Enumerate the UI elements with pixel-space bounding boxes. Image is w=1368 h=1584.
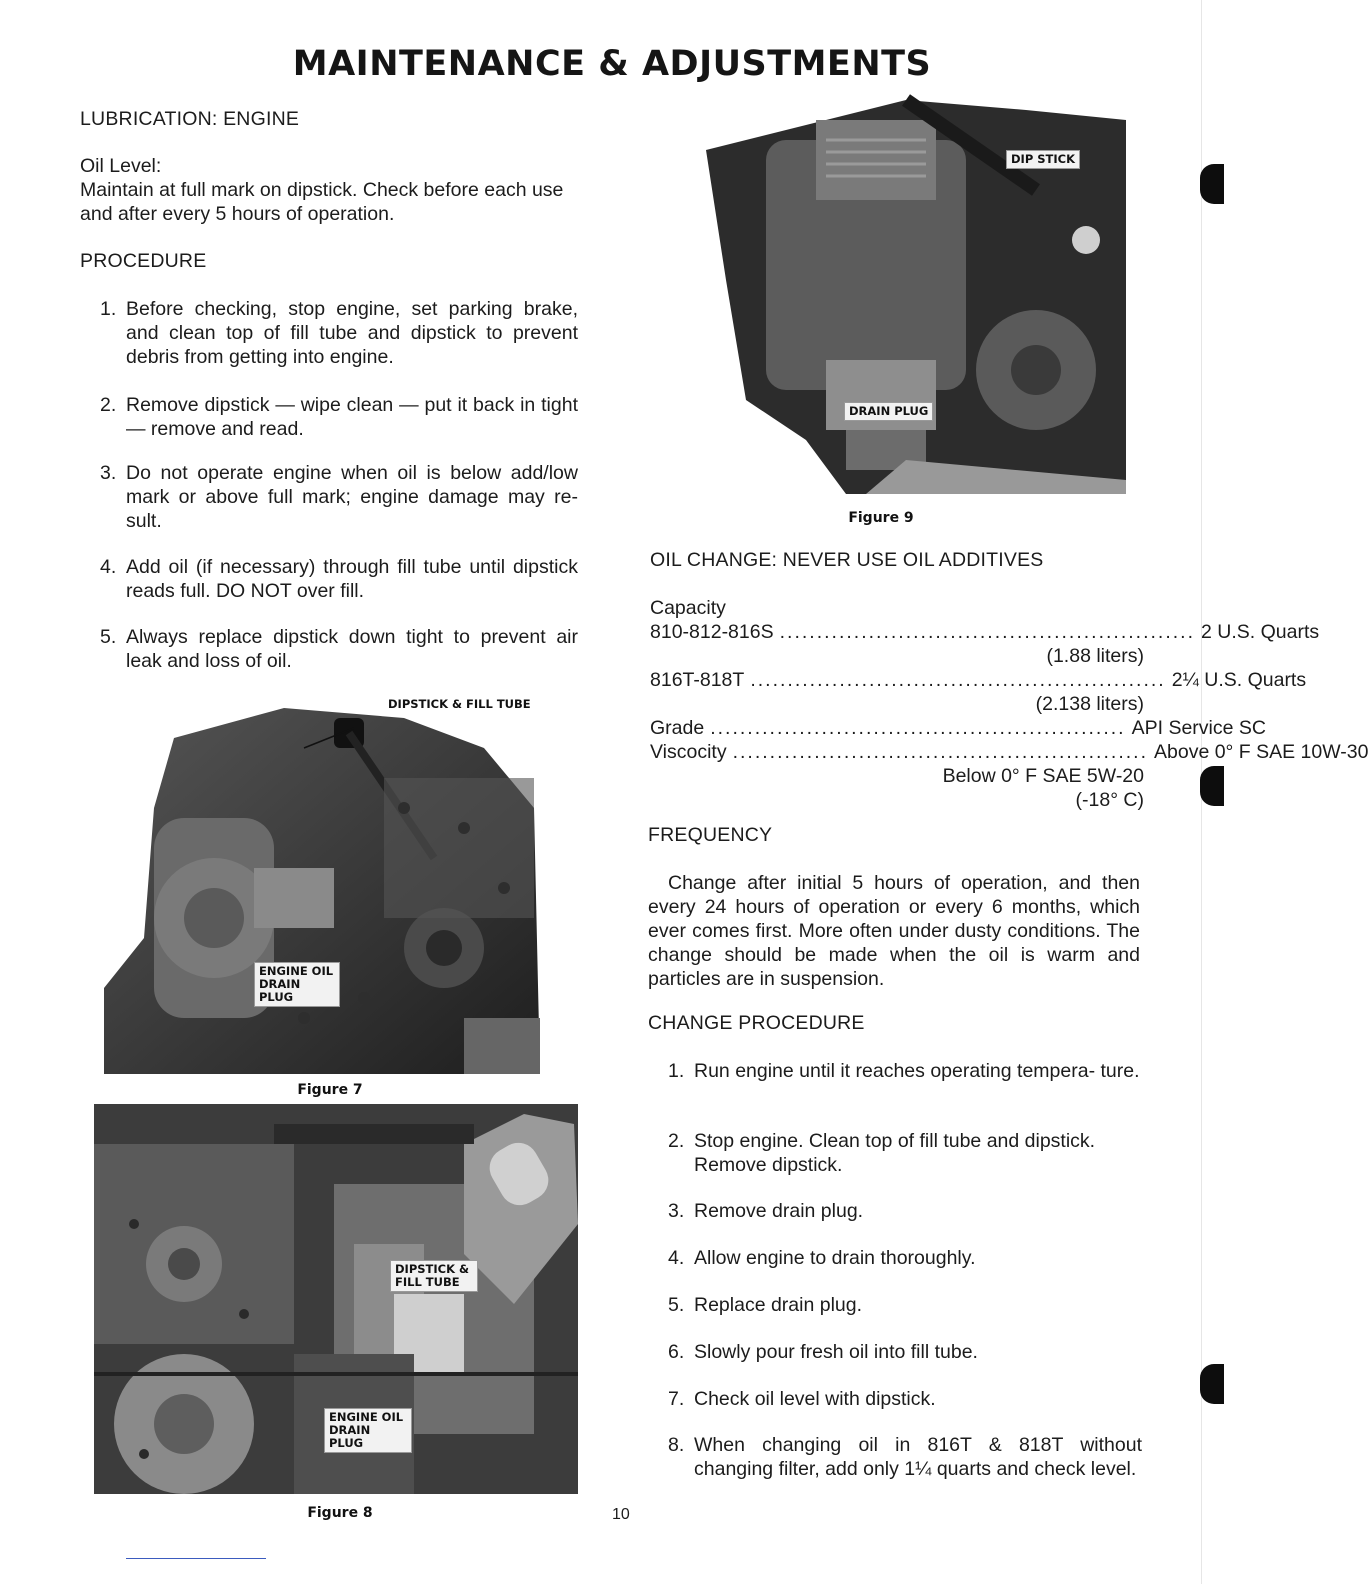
procedure-step bbox=[100, 393, 578, 441]
figure-7-photo bbox=[104, 688, 540, 1074]
step-text: Check oil level with dipstick. bbox=[694, 1388, 936, 1410]
step-text: Slowly pour fresh oil into fill tube. bbox=[694, 1341, 978, 1363]
step-text: Add oil (if necessary) through fill tube until dipstick reads full. DO NOT over fill. bbox=[126, 556, 578, 602]
spec-value-extra: (-18° C) bbox=[1075, 789, 1144, 811]
change-procedure-heading: CHANGE PROCEDURE bbox=[648, 1012, 865, 1034]
procedure-step bbox=[100, 461, 578, 533]
callout-engine-oil-drain-plug: ENGINE OIL DRAIN PLUG bbox=[254, 962, 340, 1007]
step-number: 5. bbox=[100, 626, 117, 648]
callout-engine-oil-drain-plug: ENGINE OIL DRAIN PLUG bbox=[324, 1408, 412, 1453]
spec-leader: ........................................................ bbox=[779, 621, 1196, 643]
spec-value: 2¼ U.S. Quarts bbox=[1171, 669, 1307, 691]
procedure-step bbox=[100, 297, 578, 369]
step-text: When changing oil in 816T & 818T without changing filter, add only 1¼ quarts and check level. bbox=[694, 1434, 1142, 1480]
spec-label: Grade bbox=[650, 717, 705, 739]
oil-level-text: Maintain at full mark on dipstick. Check before each use and after every 5 hours of operation. bbox=[80, 179, 564, 225]
step-text: Before checking, stop engine, set parking brake, and clean top of fill tube and dipstick to prevent debris from getting into engine. bbox=[126, 298, 578, 368]
change-step bbox=[668, 1293, 1142, 1317]
step-number: 2. bbox=[668, 1130, 685, 1152]
step-text: Always replace dipstick down tight to prevent air leak and loss of oil. bbox=[126, 626, 578, 672]
callout-drain-plug: DRAIN PLUG bbox=[844, 402, 933, 421]
procedure-step bbox=[100, 625, 578, 673]
page-number: 10 bbox=[612, 1506, 630, 1523]
spec-leader: ........................................................ bbox=[732, 741, 1148, 763]
change-step bbox=[668, 1340, 1142, 1364]
change-step bbox=[668, 1387, 1142, 1411]
callout-dip-stick: DIP STICK bbox=[1006, 150, 1080, 169]
step-number: 4. bbox=[668, 1247, 685, 1269]
step-number: 4. bbox=[100, 556, 117, 578]
callout-dipstick-fill-tube: DIPSTICK & FILL TUBE bbox=[390, 1260, 478, 1292]
step-text: Remove drain plug. bbox=[694, 1200, 864, 1222]
step-number: 3. bbox=[668, 1200, 685, 1222]
frequency-text: Change after initial 5 hours of operation, and then every 24 hours of operation or every 6 months, which ever comes first. More often under dusty conditions. The change should be made when the oil is warm and particles are in suspension. bbox=[648, 872, 1140, 990]
section-heading-lubrication: LUBRICATION: ENGINE bbox=[80, 108, 300, 130]
spec-value-extra: (2.138 liters) bbox=[1035, 693, 1144, 715]
step-text: Remove dipstick — wipe clean — put it back in tight — remove and read. bbox=[126, 394, 578, 440]
spec-value-extra: Below 0° F SAE 5W-20 bbox=[942, 765, 1144, 787]
figure-8-photo bbox=[94, 1104, 578, 1494]
step-number: 6. bbox=[668, 1341, 685, 1363]
spec-label: 816T-818T bbox=[650, 669, 745, 691]
step-number: 5. bbox=[668, 1294, 685, 1316]
spec-value: Above 0° F SAE 10W-30 bbox=[1154, 741, 1368, 763]
spec-label: 810-812-816S bbox=[650, 621, 774, 643]
spec-value-extra: (1.88 liters) bbox=[1046, 645, 1144, 667]
procedure-heading: PROCEDURE bbox=[80, 250, 207, 272]
frequency-heading: FREQUENCY bbox=[648, 824, 773, 846]
step-number: 3. bbox=[100, 462, 117, 484]
spec-table bbox=[650, 620, 1368, 812]
figure-8-caption: Figure 8 bbox=[307, 1505, 373, 1521]
capacity-label: Capacity bbox=[650, 597, 726, 619]
change-step bbox=[668, 1199, 1142, 1223]
change-step bbox=[668, 1433, 1142, 1481]
page-title: MAINTENANCE & ADJUSTMENTS bbox=[292, 44, 932, 84]
step-text: Replace drain plug. bbox=[694, 1294, 863, 1316]
change-step bbox=[668, 1246, 1142, 1270]
link-underline bbox=[126, 1558, 266, 1559]
step-number: 7. bbox=[668, 1388, 685, 1410]
step-number: 8. bbox=[668, 1434, 685, 1456]
spec-value: 2 U.S. Quarts bbox=[1201, 621, 1320, 643]
figure-9-caption: Figure 9 bbox=[848, 510, 914, 526]
step-text: Run engine until it reaches operating tempera- ture. bbox=[694, 1060, 1140, 1082]
step-text: Allow engine to drain thoroughly. bbox=[694, 1247, 976, 1269]
step-number: 1. bbox=[668, 1060, 685, 1082]
spec-label: Viscocity bbox=[650, 741, 727, 763]
spec-leader: ........................................................ bbox=[750, 669, 1166, 691]
punch-hole bbox=[1200, 766, 1224, 806]
oil-change-heading: OIL CHANGE: NEVER USE OIL ADDITIVES bbox=[650, 549, 1044, 571]
punch-hole bbox=[1200, 164, 1224, 204]
punch-hole bbox=[1200, 1364, 1224, 1404]
step-number: 1. bbox=[100, 298, 117, 320]
change-step bbox=[668, 1059, 1142, 1083]
oil-level-label: Oil Level: bbox=[80, 155, 162, 177]
spec-row bbox=[650, 740, 1368, 764]
change-step bbox=[668, 1129, 1142, 1177]
spec-value: API Service SC bbox=[1131, 717, 1266, 739]
step-text: Stop engine. Clean top of fill tube and dipstick. Remove dipstick. bbox=[694, 1130, 1096, 1176]
callout-dipstick-fill-tube: DIPSTICK & FILL TUBE bbox=[384, 696, 535, 713]
spec-leader: ........................................................ bbox=[710, 717, 1126, 739]
spec-row bbox=[650, 620, 1320, 644]
spec-row bbox=[650, 716, 1266, 740]
step-text: Do not operate engine when oil is below add/low mark or above full mark; engine damage may re- sult. bbox=[126, 462, 578, 532]
step-number: 2. bbox=[100, 394, 117, 416]
figure-7-caption: Figure 7 bbox=[297, 1082, 363, 1098]
procedure-step bbox=[100, 555, 578, 603]
spec-row bbox=[650, 668, 1307, 692]
figure-9-photo bbox=[706, 100, 1126, 494]
